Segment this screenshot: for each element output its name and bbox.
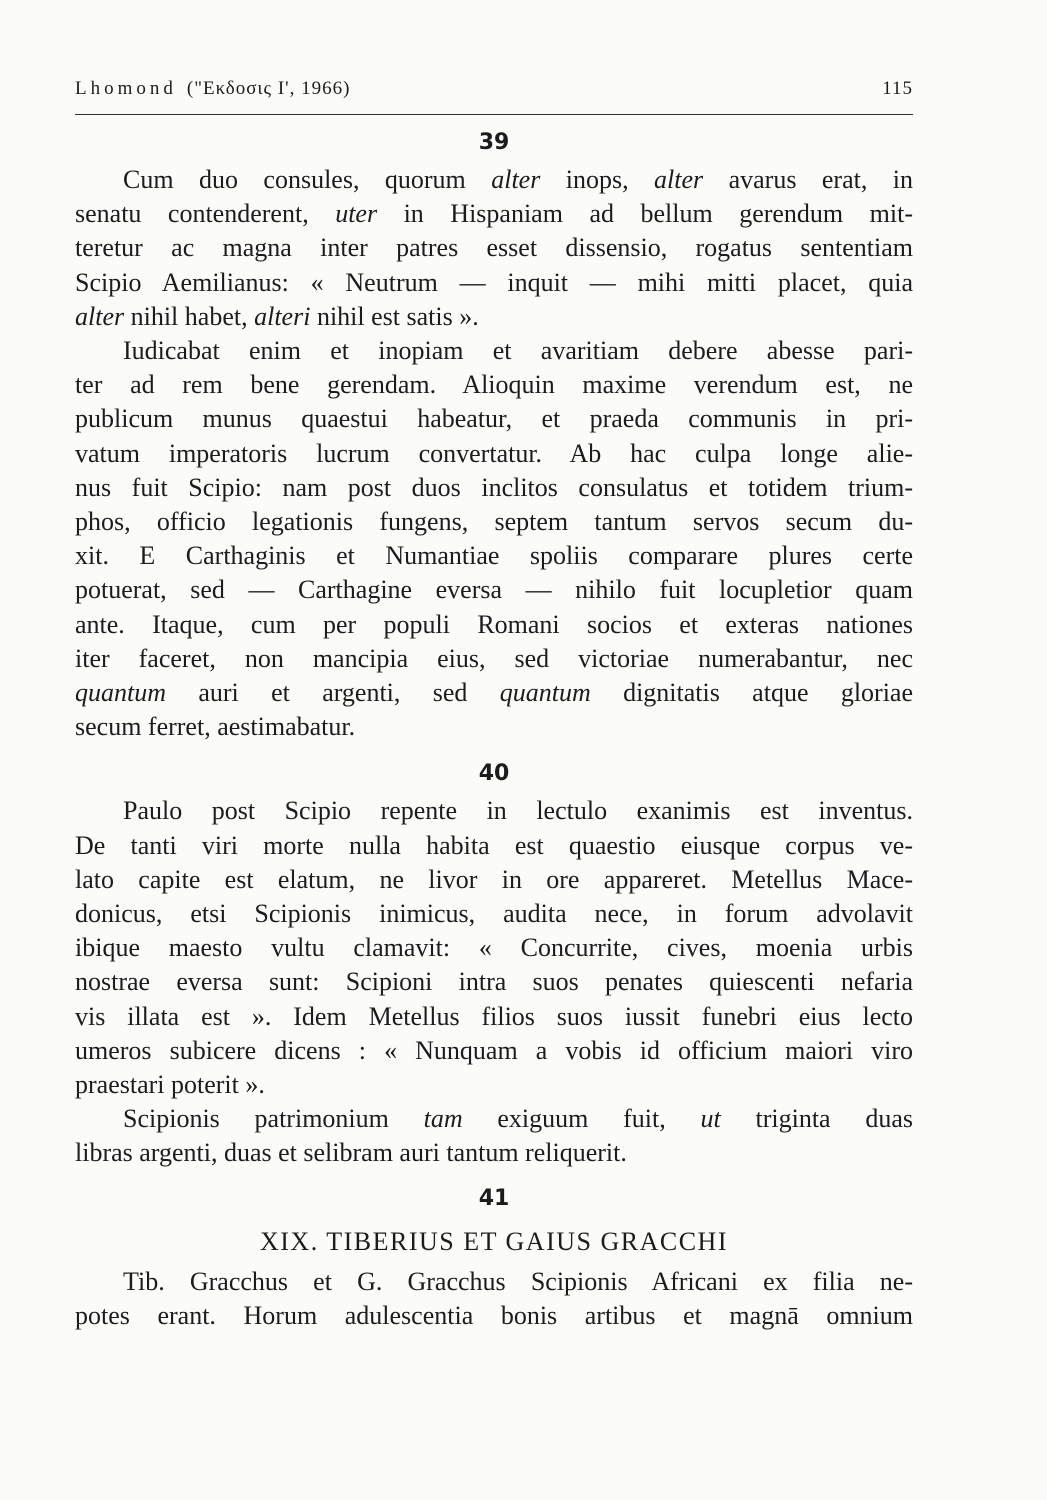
text-line: nostrae eversa sunt: Scipioni intra suos penates quiescenti nefaria: [75, 967, 913, 997]
paragraph: [75, 334, 913, 744]
paragraph: [75, 794, 913, 1102]
text-line: praestari poterit ».: [75, 1070, 265, 1100]
section-number: 40: [478, 761, 510, 787]
paragraph: [75, 163, 913, 334]
text-line: iter faceret, non mancipia eius, sed victoriae numerabantur, nec: [75, 643, 913, 673]
body-text: [75, 123, 913, 1333]
edition-info: ("Εκδοσις Ι', 1966): [186, 78, 351, 99]
text-line: Tib. Gracchus et G. Gracchus Scipionis Africani ex filia ne-: [123, 1266, 913, 1296]
book-page: [75, 78, 913, 1333]
author-name: Lhomond: [75, 78, 177, 99]
text-line: Iudicabat enim et inopiam et avaritiam debere abesse pari-: [123, 336, 913, 366]
text-line: Scipio Aemilianus: « Neutrum — inquit — mihi mitti placet, quia: [75, 267, 913, 297]
section-number: 39: [478, 130, 510, 155]
text-line: ter ad rem bene gerendam. Alioquin maxime verendum est, ne: [75, 370, 913, 400]
italic-word: alteri: [254, 301, 311, 331]
italic-word: quantum: [75, 678, 166, 708]
text-line: quantum auri et argenti, sed quantum dignitatis atque gloriae: [75, 678, 914, 708]
text-line: vis illata est ». Idem Metellus filios suos iussit funebri eius lecto: [75, 1001, 913, 1031]
text-line: umeros subicere dicens : « Nunquam a vobis id officium maiori viro: [75, 1035, 913, 1065]
text-line: nus fuit Scipio: nam post duos inclitos consulatus et totidem trium-: [75, 472, 913, 502]
running-head-left: [75, 78, 350, 100]
text-line: ante. Itaque, cum per populi Romani socios et exteras nationes: [75, 609, 913, 639]
text-line: phos, officio legationis fungens, septem tantum servos secum du-: [75, 507, 913, 537]
italic-word: alter: [75, 301, 125, 331]
text-line: ibique maesto vultu clamavit: « Concurrite, cives, moenia urbis: [75, 933, 913, 963]
chapter-heading: XIX. TIBERIUS ET GAIUS GRACCHI: [260, 1226, 728, 1256]
italic-word: uter: [335, 199, 378, 229]
text-line: donicus, etsi Scipionis inimicus, audita nece, in forum advolavit: [75, 899, 913, 929]
paragraph: [75, 1102, 913, 1170]
text-line: teretur ac magna inter patres esset dissensio, rogatus sententiam: [75, 233, 913, 263]
italic-word: quantum: [499, 678, 591, 708]
italic-word: alter: [491, 165, 541, 194]
text-line: senatu contenderent, uter in Hispaniam ad bellum gerendum mit-: [75, 199, 913, 229]
text-line: vatum imperatoris lucrum convertatur. Ab hac culpa longe alie-: [75, 438, 913, 468]
text-line: potuerat, sed — Carthagine eversa — nihilo fuit locupletior quam: [75, 575, 913, 605]
section-number: 41: [478, 1185, 510, 1211]
text-line: Paulo post Scipio repente in lectulo exanimis est inventus.: [123, 796, 913, 826]
text-line: Scipionis patrimonium tam exiguum fuit, ut triginta duas: [123, 1104, 913, 1134]
italic-word: alter: [654, 165, 704, 194]
italic-word: tam: [423, 1104, 463, 1134]
text-line: libras argenti, duas et selibram auri tantum reliquerit.: [75, 1138, 627, 1168]
text-line: potes erant. Horum adulescentia bonis artibus et magnā omnium: [75, 1300, 913, 1330]
text-line: publicum munus quaestui habeatur, et praeda communis in pri-: [75, 404, 913, 434]
running-head: [75, 78, 913, 115]
italic-word: ut: [700, 1104, 721, 1134]
text-line: Cum duo consules, quorum alter inops, alter avarus erat, in: [123, 165, 913, 194]
text-line: alter nihil habet, alteri nihil est satis ».: [75, 301, 479, 331]
text-line: De tanti viri morte nulla habita est quaestio eiusque corpus ve-: [75, 830, 913, 860]
text-line: secum ferret, aestimabatur.: [75, 712, 356, 742]
text-line: lato capite est elatum, ne livor in ore appareret. Metellus Mace-: [75, 864, 913, 894]
paragraph: [75, 1265, 913, 1333]
text-line: xit. E Carthaginis et Numantiae spoliis comparare plures certe: [75, 541, 913, 571]
page-number: 115: [882, 78, 913, 99]
